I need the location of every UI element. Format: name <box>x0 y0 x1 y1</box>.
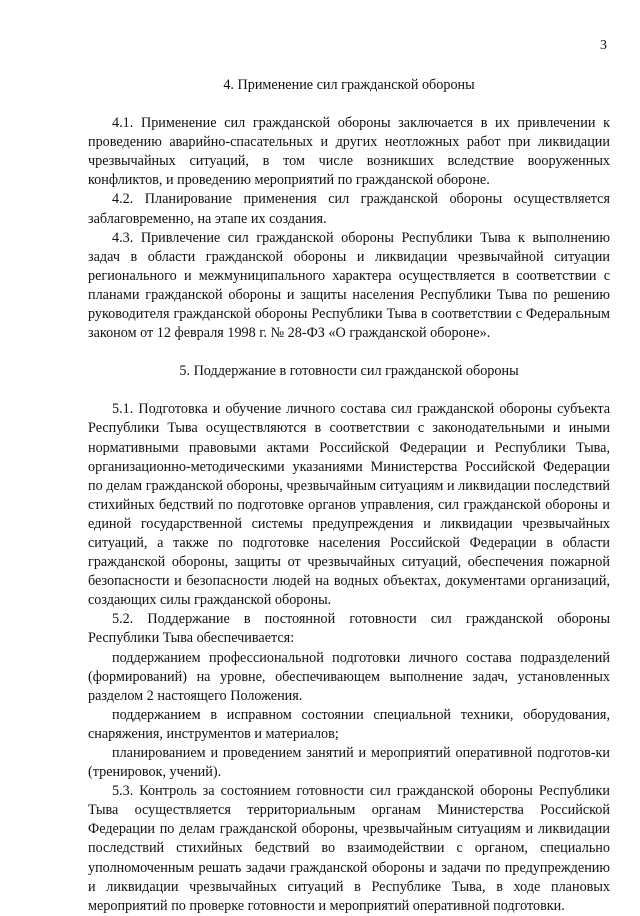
paragraph-4-1: 4.1. Применение сил гражданской обороны заключается в их привлечении к проведению аварийно-спасательных и других неотложных работ при ликвидации чрезвычайных ситуаций, в том числе возникших вследствие вооруженных конфликтов, и проведению мероприятий по гражданской обороне. <box>88 115 610 189</box>
paragraph-4-3: 4.3. Привлечение сил гражданской обороны Республики Тыва к выполнению задач в области гражданской обороны и ликвидации чрезвычайной ситуации регионального и межмуниципального характера осуществляется в соответствии с планами гражданской обороны и защиты населения Республики Тыва по решению руководителя гражданской обороны Республики Тыва в соответствии с Федеральным законом от 12 февраля 1998 г. № 28-ФЗ «О гражданской обороне». <box>88 229 610 342</box>
list-item-equipment: поддержанием в исправном состоянии специальной техники, оборудования, снаряжения, инструментов и материалов; <box>88 706 610 742</box>
paragraph-5-2: 5.2. Поддержание в постоянной готовности сил гражданской обороны Республики Тыва обеспечивается: <box>88 611 610 647</box>
paragraph-5-1: 5.1. Подготовка и обучение личного состава сил гражданской обороны субъекта Республики Тыва осуществляются в соответствии с законодательными и иными нормативными правовыми актами Российской Федерации и Республики Тыва, организационно-методическими указаниями Министерства Российской Федерации по делам гражданской обороны, чрезвычайным ситуациям и ликвидации последствий стихийных бедствий по подготовке органов управления, сил гражданской обороны и единой государственной системы предупреждения и ликвидации чрезвычайных ситуаций, а также по подготовке населения Российской Федерации в области гражданской обороны, защиты от чрезвычайных ситуаций, обеспечения пожарной безопасности и безопасности людей на водных объектах, документами организаций, создающих силы гражданской обороны. <box>88 401 610 609</box>
section-spacer <box>88 343 610 362</box>
paragraph-5-3: 5.3. Контроль за состоянием готовности сил гражданской обороны Республики Тыва осуществляется территориальным органам Министерства Российской Федерации по делам гражданской обороны, чрезвычайным ситуациям и ликвидации последствий стихийных бедствий во взаимодействии с органом, специально уполномоченным решать задачи гражданской обороны и задачи по предупреждению и ликвидации чрезвычайных ситуаций в Республике Тыва, в ходе плановых мероприятий по проверке готовности и мероприятий оперативной подготовки. <box>88 783 610 914</box>
list-item-training: поддержанием профессиональной подготовки личного состава подразделений (формирований) на уровне, обеспечивающем выполнение задач, установленных разделом 2 настоящего Положения. <box>88 649 610 704</box>
section-4-title: 4. Применение сил гражданской обороны <box>223 77 475 93</box>
section-5-title: 5. Поддержание в готовности сил гражданской обороны <box>179 363 519 380</box>
document-body <box>88 76 610 916</box>
list-item-exercises: планированием и проведением занятий и мероприятий оперативной подготов-ки (тренировок, учений). <box>88 745 610 781</box>
page-number: 3 <box>600 38 607 53</box>
paragraph-4-2: 4.2. Планирование применения сил гражданской обороны осуществляется заблаговременно, на этапе их создания. <box>88 191 610 227</box>
